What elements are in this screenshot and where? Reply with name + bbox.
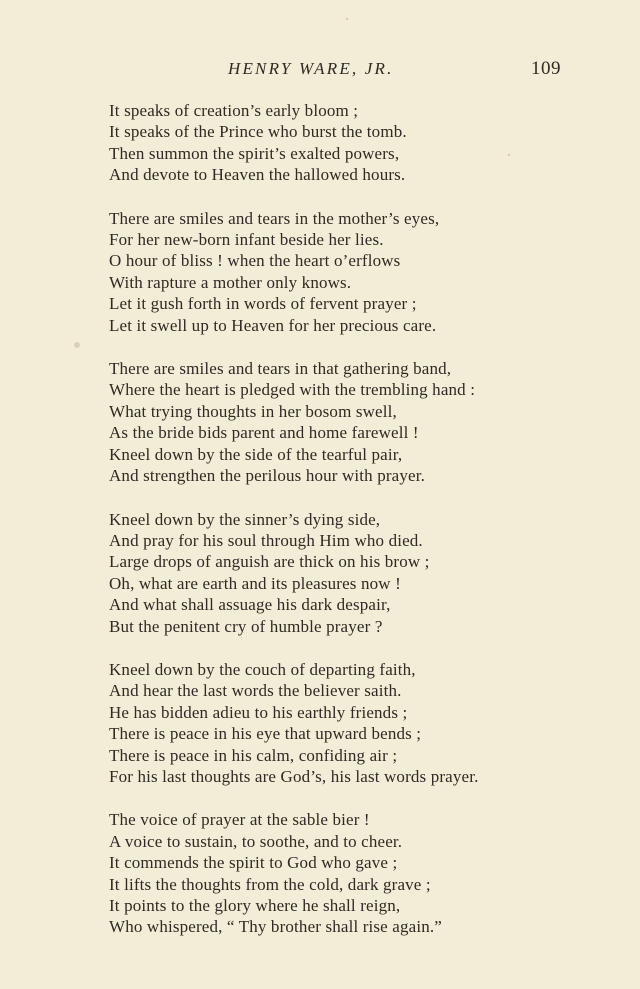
poem-line: It lifts the thoughts from the cold, dark grave ;	[109, 874, 431, 894]
poem-line: Let it gush forth in words of fervent prayer ;	[109, 294, 417, 314]
poem-line: But the penitent cry of humble prayer ?	[109, 616, 383, 636]
poem-line: There is peace in his calm, confiding air ;	[109, 745, 398, 765]
poem-line: And devote to Heaven the hallowed hours.	[109, 165, 406, 185]
poem-line: What trying thoughts in her bosom swell,	[109, 401, 397, 421]
poem-line: There is peace in his eye that upward bends ;	[109, 724, 422, 744]
stanza	[109, 100, 629, 186]
poem-line: A voice to sustain, to soothe, and to cheer.	[109, 831, 403, 851]
poem-line: O hour of bliss ! when the heart o’erflows	[109, 251, 401, 271]
poem-line: Who whispered, “ Thy brother shall rise again.”	[109, 917, 442, 937]
paper-speck	[74, 342, 80, 348]
stanza	[109, 208, 629, 336]
stanza	[109, 509, 629, 637]
poem-line: And strengthen the perilous hour with prayer.	[109, 466, 425, 486]
poem-line: For her new-born infant beside her lies.	[109, 230, 384, 250]
poem-line: He has bidden adieu to his earthly friends ;	[109, 702, 408, 722]
poem-line: Kneel down by the sinner’s dying side,	[109, 509, 381, 529]
poem-line: Kneel down by the couch of departing faith,	[109, 659, 416, 679]
poem-line: As the bride bids parent and home farewell !	[109, 423, 419, 443]
poem-line: And what shall assuage his dark despair,	[109, 595, 391, 615]
poem-line: The voice of prayer at the sable bier !	[109, 810, 370, 830]
poem-line: Oh, what are earth and its pleasures now !	[109, 573, 401, 593]
running-head	[0, 58, 640, 82]
poem-line: It speaks of creation’s early bloom ;	[109, 101, 359, 120]
paper-speck	[346, 18, 348, 20]
poem-line: Large drops of anguish are thick on his brow ;	[109, 552, 430, 572]
poem-line: There are smiles and tears in that gathering band,	[109, 359, 452, 379]
poem-line: For his last thoughts are God’s, his last words prayer.	[109, 766, 479, 786]
poem-body	[109, 100, 629, 960]
stanza	[109, 809, 629, 937]
poem-line: Then summon the spirit’s exalted powers,	[109, 143, 400, 163]
poem-line: There are smiles and tears in the mother’s eyes,	[109, 208, 440, 228]
poem-line: With rapture a mother only knows.	[109, 272, 352, 292]
poem-line: Kneel down by the side of the tearful pair,	[109, 444, 403, 464]
running-title: HENRY WARE, JR.	[228, 59, 394, 78]
poem-line: It speaks of the Prince who burst the tomb.	[109, 122, 407, 142]
stanza	[109, 659, 629, 787]
poem-line: And hear the last words the believer saith.	[109, 681, 402, 701]
poem-line: And pray for his soul through Him who died.	[109, 530, 423, 550]
poem-line: It commends the spirit to God who gave ;	[109, 853, 398, 873]
page-number: 109	[531, 58, 561, 79]
poem-line: Where the heart is pledged with the trembling hand :	[109, 380, 476, 400]
poem-line: Let it swell up to Heaven for her precious care.	[109, 315, 437, 335]
poem-line: It points to the glory where he shall reign,	[109, 896, 401, 915]
stanza	[109, 358, 629, 486]
